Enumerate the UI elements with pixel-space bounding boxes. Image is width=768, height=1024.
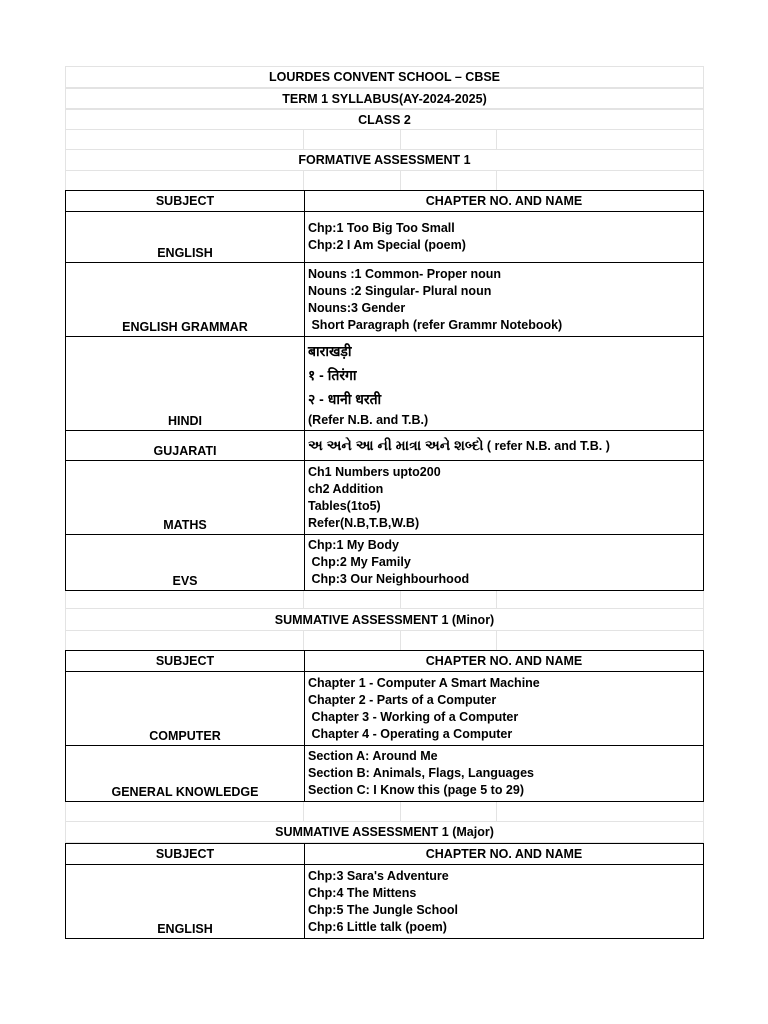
chapter-line: Chp:1 Too Big Too Small	[308, 221, 455, 235]
table-row	[66, 337, 704, 431]
table-row	[66, 263, 704, 337]
subject-header: SUBJECT	[66, 191, 305, 212]
fa1-title	[65, 149, 704, 171]
chapter-line: Refer(N.B,T.B,W.B)	[308, 515, 420, 530]
chapter-cell	[305, 337, 704, 431]
school-title	[65, 66, 704, 88]
subject-cell: ENGLISH	[66, 212, 305, 263]
chapter-line: Chp:3 Sara's Adventure	[308, 868, 449, 883]
chapter-line: Section B: Animals, Flags, Languages	[308, 766, 534, 780]
sa1-major-title-text: SUMMATIVE ASSESSMENT 1 (Major)	[275, 825, 494, 839]
sa1-major-table	[65, 843, 704, 939]
spacer-row	[65, 591, 704, 608]
chapter-line: (Refer N.B. and T.B.)	[308, 412, 429, 427]
chapter-line: Section C: I Know this (page 5 to 29)	[308, 783, 524, 797]
table-header-row	[66, 191, 704, 212]
chapter-header: CHAPTER NO. AND NAME	[305, 191, 704, 212]
chapter-line: Chp:2 I Am Special (poem)	[308, 238, 466, 252]
sa1-major-title	[65, 821, 704, 843]
chapter-cell	[305, 461, 704, 535]
chapter-cell	[305, 212, 704, 263]
spacer-row	[65, 130, 704, 149]
chapter-line: Ch1 Numbers upto200	[308, 464, 441, 479]
spacer-row	[65, 171, 704, 190]
table-row	[66, 672, 704, 746]
chapter-line: Tables(1to5)	[308, 498, 381, 513]
table-row	[66, 431, 704, 461]
syllabus-title	[65, 88, 704, 109]
chapter-cell	[305, 746, 704, 802]
chapter-line: Section A: Around Me	[308, 749, 438, 763]
chapter-line: Chapter 3 - Working of a Computer	[308, 709, 519, 724]
fa1-title-text: FORMATIVE ASSESSMENT 1	[298, 153, 471, 167]
chapter-cell	[305, 431, 704, 461]
chapter-line: Chp:2 My Family	[308, 555, 411, 569]
subject-cell: ENGLISH GRAMMAR	[66, 263, 305, 337]
chapter-line: Nouns:3 Gender	[308, 300, 406, 315]
chapter-line: Chp:6 Little talk (poem)	[308, 919, 447, 934]
table-row	[66, 535, 704, 591]
chapter-line: Nouns :2 Singular- Plural noun	[308, 283, 492, 298]
chapter-line: Chapter 1 - Computer A Smart Machine	[308, 675, 540, 690]
chapter-line: Short Paragraph (refer Grammr Notebook)	[308, 317, 563, 332]
subject-cell: EVS	[66, 535, 305, 591]
fa1-table	[65, 190, 704, 591]
chapter-line: बाराखड़ी	[308, 342, 352, 359]
chapter-line: १ - तिरंगा	[308, 366, 357, 383]
chapter-note: ( refer N.B. and T.B. )	[483, 438, 610, 453]
spacer-row	[65, 631, 704, 650]
chapter-line: Nouns :1 Common- Proper noun	[308, 266, 502, 281]
class-title	[65, 109, 704, 130]
syllabus-title-text: TERM 1 SYLLABUS(AY-2024-2025)	[282, 91, 487, 106]
chapter-cell	[305, 672, 704, 746]
table-row	[66, 865, 704, 939]
chapter-header: CHAPTER NO. AND NAME	[305, 844, 704, 865]
table-row	[66, 746, 704, 802]
chapter-line: Chp:4 The Mittens	[308, 885, 417, 900]
chapter-line: Chapter 2 - Parts of a Computer	[308, 692, 497, 707]
subject-header: SUBJECT	[66, 651, 305, 672]
subject-cell: HINDI	[66, 337, 305, 431]
chapter-line: ch2 Addition	[308, 481, 384, 496]
syllabus-sheet	[65, 66, 704, 939]
subject-cell: ENGLISH	[66, 865, 305, 939]
chapter-cell	[305, 263, 704, 337]
table-row	[66, 461, 704, 535]
sa1-minor-table	[65, 650, 704, 802]
chapter-line: Chp:5 The Jungle School	[308, 902, 459, 917]
subject-header: SUBJECT	[66, 844, 305, 865]
chapter-header: CHAPTER NO. AND NAME	[305, 651, 704, 672]
table-header-row	[66, 651, 704, 672]
chapter-line: Chapter 4 - Operating a Computer	[308, 726, 513, 741]
subject-cell: COMPUTER	[66, 672, 305, 746]
subject-cell: GENERAL KNOWLEDGE	[66, 746, 305, 802]
sa1-minor-title	[65, 608, 704, 631]
table-row	[66, 212, 704, 263]
table-header-row	[66, 844, 704, 865]
chapter-cell	[305, 865, 704, 939]
subject-cell: GUJARATI	[66, 431, 305, 461]
sa1-minor-title-text: SUMMATIVE ASSESSMENT 1 (Minor)	[274, 612, 495, 627]
spacer-row	[65, 802, 704, 821]
gujarati-text: અ અને આ ની માત્રા અને શબ્દો	[308, 436, 484, 453]
subject-cell: MATHS	[66, 461, 305, 535]
class-title-text: CLASS 2	[358, 112, 411, 127]
chapter-line: २ - धानी धरती	[308, 390, 382, 407]
chapter-cell	[305, 535, 704, 591]
chapter-line: Chp:3 Our Neighbourhood	[308, 572, 470, 586]
school-title-text: LOURDES CONVENT SCHOOL – CBSE	[268, 70, 501, 84]
chapter-line: Chp:1 My Body	[308, 538, 399, 552]
